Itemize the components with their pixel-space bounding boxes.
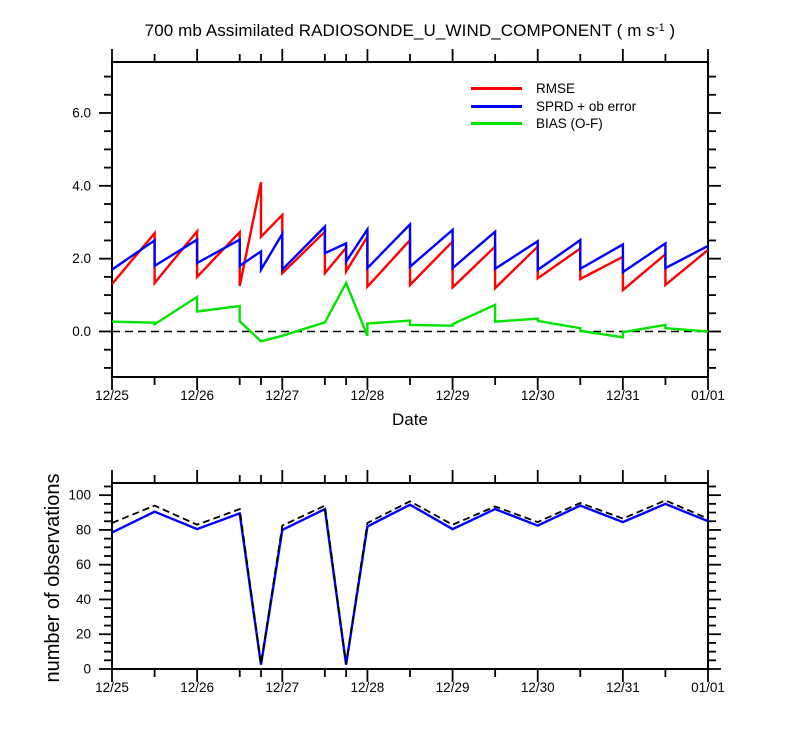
chart-title-superscript: -1 <box>654 22 665 34</box>
x-tick-label: 12/31 <box>605 388 640 403</box>
x-axis-title: Date <box>392 410 428 429</box>
y-tick-label: 2.0 <box>72 251 91 267</box>
legend-label-rmse: RMSE <box>536 81 576 97</box>
x-tick-label: 12/27 <box>265 680 300 695</box>
legend-item-bias <box>471 115 636 133</box>
legend-line-sprd <box>471 105 522 108</box>
x-tick-label: 12/28 <box>350 680 385 695</box>
y-tick-label: 20 <box>75 626 91 642</box>
x-tick-label: 12/26 <box>180 388 215 403</box>
panel-frame <box>112 483 708 669</box>
legend-line-bias <box>471 122 522 125</box>
x-tick-label: 12/30 <box>520 680 555 695</box>
legend-line-rmse <box>471 87 522 90</box>
x-tick-label: 12/30 <box>520 388 555 403</box>
x-tick-label: 12/26 <box>180 680 215 695</box>
chart-title <box>102 21 718 41</box>
legend-label-bias: BIAS (O-F) <box>536 116 603 132</box>
legend-item-rmse <box>471 80 636 98</box>
x-tick-label: 12/28 <box>350 388 385 403</box>
bottom-y-axis-title: number of observations <box>42 473 64 683</box>
y-tick-label: 100 <box>68 487 91 503</box>
x-tick-label: 12/29 <box>435 680 470 695</box>
chart-title-text: 700 mb Assimilated RADIOSONDE_U_WIND_COMPONENT ( m s <box>144 21 655 40</box>
obs-dashed-line <box>112 500 708 663</box>
y-tick-label: 0.0 <box>72 323 91 339</box>
sprd-line <box>112 224 708 272</box>
x-tick-label: 12/31 <box>605 680 640 695</box>
bias-line <box>112 283 708 341</box>
x-tick-label: 01/01 <box>691 680 725 695</box>
legend-label-sprd: SPRD + ob error <box>536 98 637 114</box>
x-tick-label: 12/29 <box>435 388 470 403</box>
x-tick-label: 01/01 <box>691 388 725 403</box>
y-tick-label: 80 <box>75 522 91 538</box>
y-tick-label: 0 <box>83 661 91 677</box>
y-tick-label: 40 <box>75 591 91 607</box>
x-tick-label: 12/25 <box>95 680 129 695</box>
chart-title-end: ) <box>664 21 676 40</box>
y-tick-label: 6.0 <box>72 105 91 121</box>
legend-item-sprd <box>471 98 636 116</box>
x-tick-label: 12/25 <box>95 388 129 403</box>
x-tick-label: 12/27 <box>265 388 300 403</box>
legend <box>471 80 636 133</box>
obs-solid-line <box>112 504 708 665</box>
y-tick-label: 4.0 <box>72 178 91 194</box>
y-tick-label: 60 <box>75 557 91 573</box>
